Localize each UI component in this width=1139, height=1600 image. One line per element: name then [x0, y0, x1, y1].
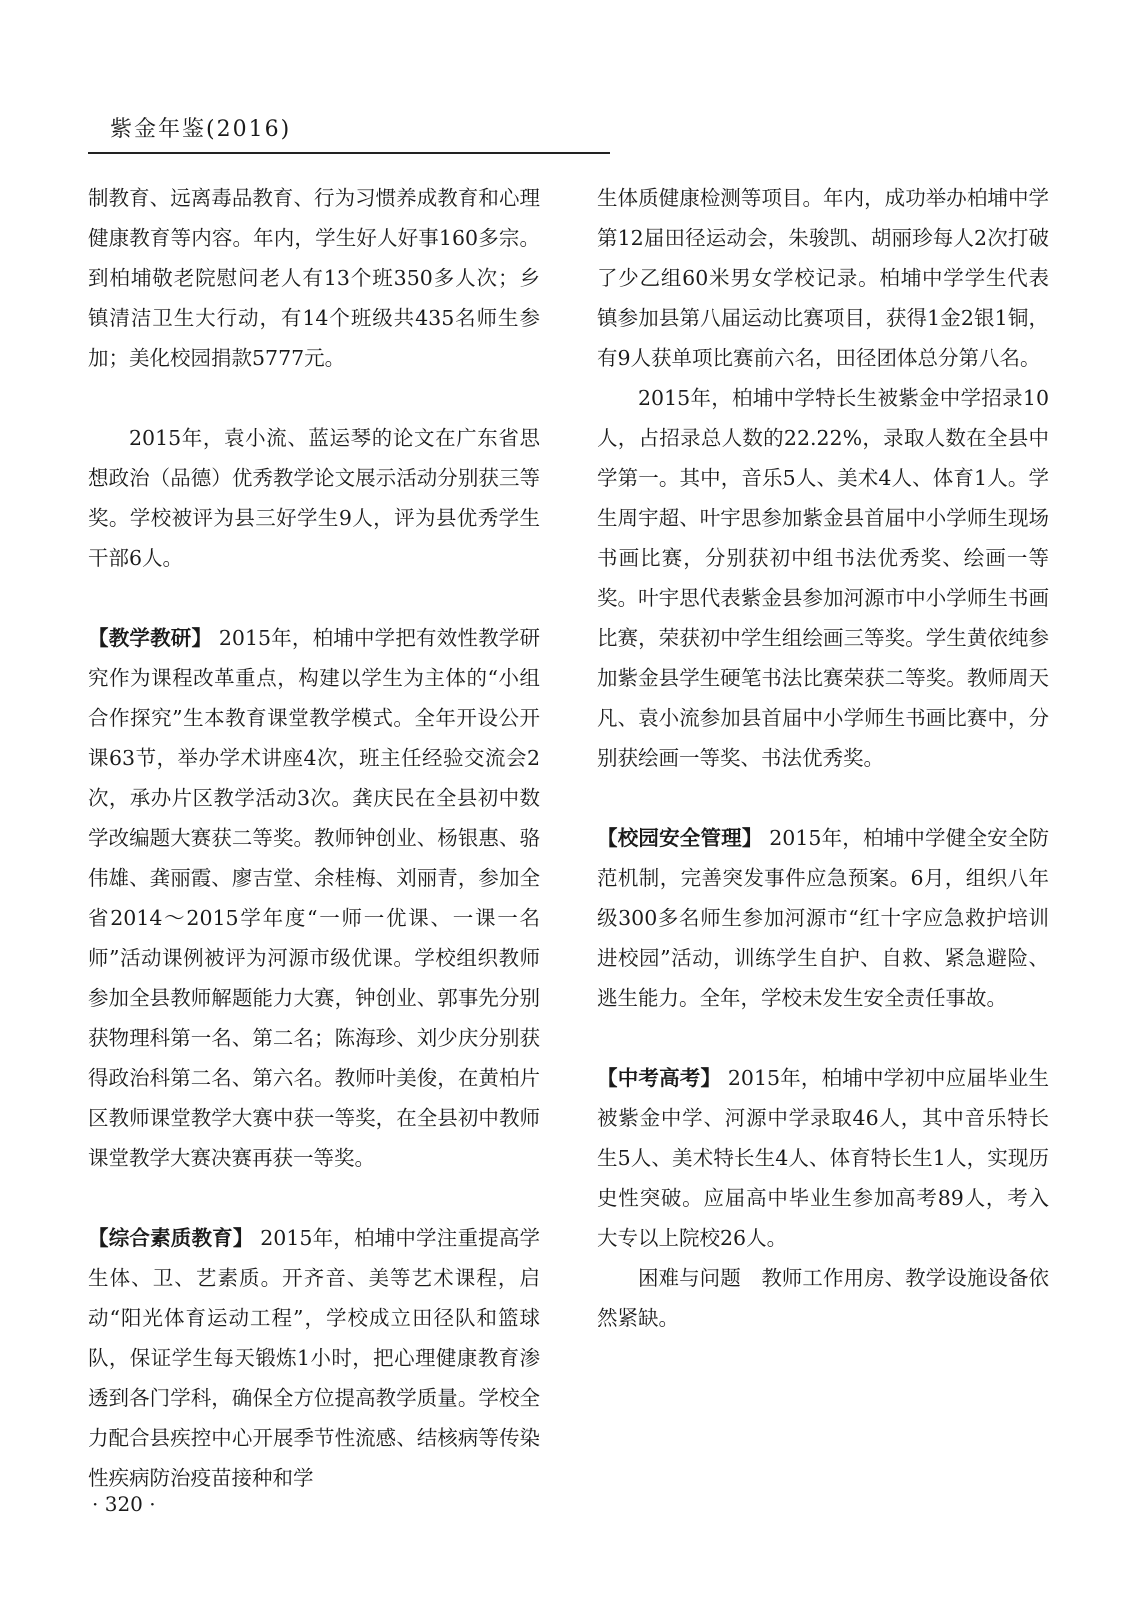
section-difficulties: [597, 1258, 1049, 1338]
page-number-value: 320: [104, 1492, 143, 1516]
section-body: 教师工作用房、教学设施设备依然紧缺。: [597, 1266, 1050, 1330]
paragraph-specialty-students: 2015年，柏埔中学特长生被紫金中学招录10人，占招录总人数的22.22%，录取人数在全县中学第一。其中，音乐5人、美术4人、体育1人。学生周宇超、叶宇思参加紫金县首届中小学师生现场书画比赛，分别获初中组书法优秀奖、绘画一等奖。叶宇思代表紫金县参加河源市中小学师生书画比赛，荣获初中学生组绘画三等奖。学生黄依纯参加紫金县学生硬笔书法比赛荣获二等奖。教师周天凡、袁小流参加县首届中小学师生书画比赛中，分别获绘画一等奖、书法优秀奖。: [597, 386, 1049, 770]
right-column: [597, 178, 1049, 1338]
section-heading: 【校园安全管理】: [597, 826, 763, 850]
section-body: 2015年，柏埔中学注重提高学生体、卫、艺素质。开齐音、美等艺术课程，启动“阳光体育运动工程”，学校成立田径队和篮球队，保证学生每天锻炼1小时，把心理健康教育渗透到各门学科，确保全方位提高教学质量。学校全力配合县疾控中心开展季节性流感、结核病等传染性疾病防治疫苗接种和学: [88, 1226, 541, 1490]
paragraph-sports: 生体质健康检测等项目。年内，成功举办柏埔中学第12届田径运动会，朱骏凯、胡丽珍每人2次打破了少乙组60米男女学校记录。柏埔中学学生代表镇参加县第八届运动比赛项目，获得1金2银1铜，有9人获单项比赛前六名，田径团体总分第八名。: [597, 186, 1049, 370]
section-body: 2015年，柏埔中学把有效性教学研究作为课程改革重点，构建以学生为主体的“小组合作探究”生本教育课堂教学模式。全年开设公开课63节，举办学术讲座4次，班主任经验交流会2次，承办片区教学活动3次。龚庆民在全县初中数学改编题大赛获二等奖。教师钟创业、杨银惠、骆伟雄、龚丽霞、廖吉堂、余桂梅、刘丽青，参加全省2014～2015学年度“一师一优课、一课一名师”活动课例被评为河源市级优课。学校组织教师参加全县教师解题能力大赛，钟创业、郭事先分别获物理科第一名、第二名；陈海珍、刘少庆分别获得政治科第二名、第六名。教师叶美俊，在黄柏片区教师课堂教学大赛中获一等奖，在全县初中教师课堂教学大赛决赛再获一等奖。: [88, 626, 540, 1170]
section-exams: [597, 1058, 1049, 1258]
section-heading: 【中考高考】: [597, 1066, 722, 1090]
section-heading: 【教学教研】: [88, 626, 213, 650]
running-header: 紫金年鉴(2016): [110, 117, 292, 142]
left-column: [88, 178, 540, 1498]
page-dot-left: ·: [92, 1492, 99, 1516]
section-body: 2015年，柏埔中学初中应届毕业生被紫金中学、河源中学录取46人，其中音乐特长生5人、美术特长生4人、体育特长生1人，实现历史性突破。应届高中毕业生参加高考89人，考入大专以上院校26人。: [597, 1066, 1049, 1250]
page-dot-right: ·: [149, 1492, 156, 1516]
section-teaching-research: [88, 618, 540, 1178]
section-campus-safety: [597, 818, 1049, 1018]
section-heading: 【综合素质教育】: [88, 1226, 254, 1250]
section-quality-education: [88, 1218, 540, 1498]
section-heading: 困难与问题: [638, 1266, 741, 1290]
page-number: [92, 1492, 156, 1516]
header-rule: [88, 152, 610, 154]
paragraph-awards: 2015年，袁小流、蓝运琴的论文在广东省思想政治（品德）优秀教学论文展示活动分别获三等奖。学校被评为县三好学生9人，评为县优秀学生干部6人。: [88, 426, 540, 570]
paragraph-moral-education: 制教育、远离毒品教育、行为习惯养成教育和心理健康教育等内容。年内，学生好人好事160多宗。到柏埔敬老院慰问老人有13个班350多人次；乡镇清洁卫生大行动，有14个班级共435名师生参加；美化校园捐款5777元。: [88, 186, 540, 370]
section-body: 2015年，柏埔中学健全安全防范机制，完善突发事件应急预案。6月，组织八年级300多名师生参加河源市“红十字应急救护培训进校园”活动，训练学生自护、自救、紧急避险、逃生能力。全年，学校未发生安全责任事故。: [597, 826, 1050, 1010]
